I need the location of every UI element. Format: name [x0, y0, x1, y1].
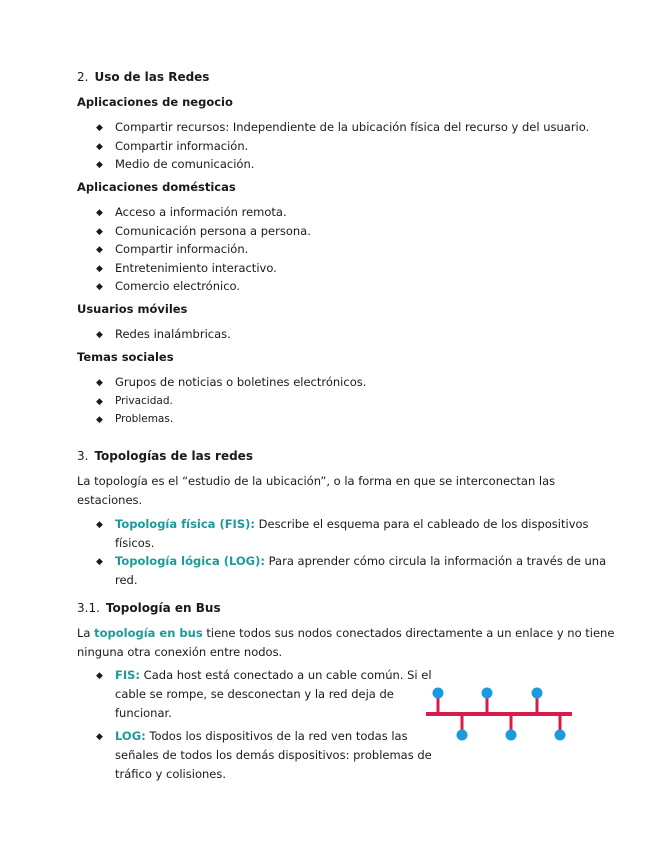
bullet-icon: ◆ [96, 264, 103, 274]
section-3-1-heading: 3.1. Topología en Bus [77, 601, 221, 615]
list-item-continuation: funcionar. [115, 706, 172, 720]
list-item: Topología física (FIS): Describe el esquema para el cableado de los dispositivos [115, 517, 589, 531]
list-item-continuation: físicos. [115, 536, 155, 550]
term-label: LOG: [115, 729, 146, 743]
bullet-icon: ◆ [96, 397, 103, 407]
bullet-icon: ◆ [96, 378, 103, 388]
host-node-icon [457, 730, 468, 741]
bullet-icon: ◆ [96, 208, 103, 218]
list-item-continuation: señales de todos los demás dispositivos: problemas de [115, 748, 432, 762]
list-item: FIS: Cada host está conectado a un cable común. Si el [115, 668, 432, 682]
bullet-icon: ◆ [96, 227, 103, 237]
list-item: Compartir recursos: Independiente de la ubicación física del recurso y del usuario. [115, 120, 590, 134]
list-item: Topología lógica (LOG): Para aprender cómo circula la información a través de una [115, 554, 607, 568]
list-item: Grupos de noticias o boletines electrónicos. [115, 375, 367, 389]
term-label: Topología lógica (LOG): [115, 554, 265, 568]
paragraph-line: La topología en bus tiene todos sus nodos conectados directamente a un enlace y no tiene [77, 626, 615, 640]
bullet-icon: ◆ [96, 245, 103, 255]
host-node-icon [482, 688, 493, 699]
list-item: Problemas. [115, 413, 174, 425]
list-item: Redes inalámbricas. [115, 327, 231, 341]
list-item: Compartir información. [115, 242, 249, 256]
host-node-icon [555, 730, 566, 741]
list-item: Comercio electrónico. [115, 279, 241, 293]
list-item: Acceso a información remota. [115, 205, 287, 219]
group-heading: Aplicaciones de negocio [77, 95, 233, 109]
bus-topology-diagram [420, 684, 580, 744]
bullet-icon: ◆ [96, 671, 103, 681]
paragraph-line: La topología es el “estudio de la ubicación”, o la forma en que se interconectan las [77, 474, 556, 488]
paragraph-line: ninguna otra conexión entre nodos. [77, 645, 283, 659]
bullet-icon: ◆ [96, 732, 103, 742]
paragraph-line: estaciones. [77, 493, 143, 507]
bullet-icon: ◆ [96, 123, 103, 133]
list-item-continuation: tráfico y colisiones. [115, 767, 226, 781]
bullet-icon: ◆ [96, 330, 103, 340]
bullet-icon: ◆ [96, 160, 103, 170]
section-3-heading: 3. Topologías de las redes [77, 449, 253, 463]
bullet-icon: ◆ [96, 520, 103, 530]
list-item: Entretenimiento interactivo. [115, 261, 277, 275]
host-node-icon [532, 688, 543, 699]
list-item: Compartir información. [115, 139, 249, 153]
list-item-continuation: red. [115, 573, 138, 587]
term-label: Topología física (FIS): [115, 517, 255, 531]
group-heading: Usuarios móviles [77, 302, 188, 316]
group-heading: Aplicaciones domésticas [77, 180, 236, 194]
bullet-icon: ◆ [96, 282, 103, 292]
list-item: Privacidad. [115, 395, 173, 407]
bullet-icon: ◆ [96, 415, 103, 425]
list-item: LOG: Todos los dispositivos de la red ven todas las [115, 729, 408, 743]
host-node-icon [433, 688, 444, 699]
list-item-continuation: cable se rompe, se desconectan y la red deja de [115, 687, 394, 701]
host-node-icon [506, 730, 517, 741]
list-item: Medio de comunicación. [115, 157, 255, 171]
section-2-heading: 2. Uso de las Redes [77, 70, 210, 84]
list-item: Comunicación persona a persona. [115, 224, 311, 238]
bullet-icon: ◆ [96, 142, 103, 152]
term-label: FIS: [115, 668, 141, 682]
group-heading: Temas sociales [77, 350, 174, 364]
term-label: topología en bus [94, 626, 203, 640]
bullet-icon: ◆ [96, 557, 103, 567]
